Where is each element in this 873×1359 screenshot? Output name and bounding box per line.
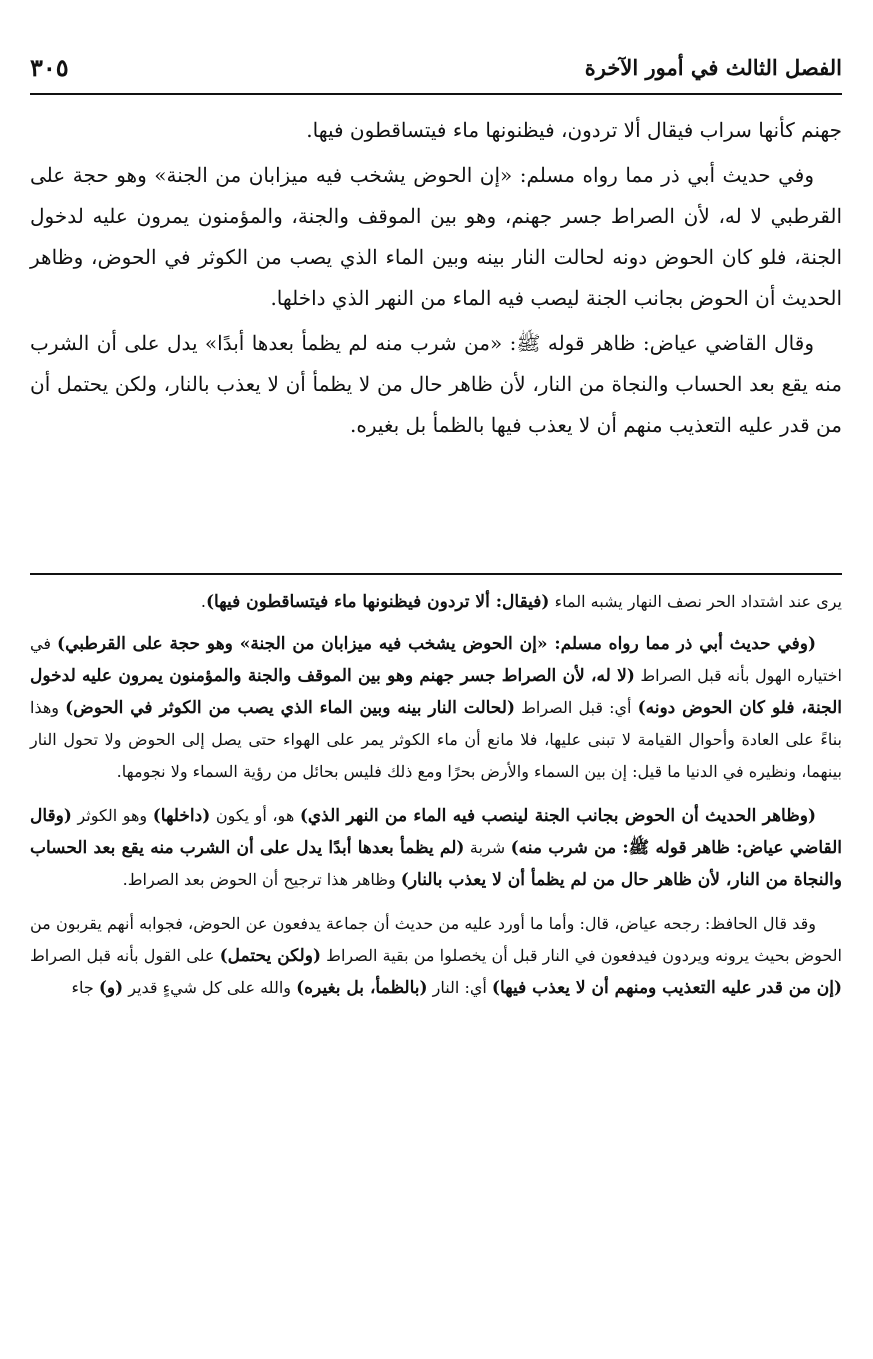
page-header (30, 46, 842, 86)
commentary-quote: (داخلها) (152, 806, 211, 826)
commentary-paragraph (30, 800, 842, 896)
commentary-paragraph (30, 586, 842, 618)
main-paragraph: وقال القاضي عياض: ظاهر قوله ﷺ: «من شرب منه لم يظمأ بعدها أبدًا» يدل على أن الشرب منه يقع بعد الحساب والنجاة من النار، لأن ظاهر حال من لا يظمأ أن لا يعذب بالنار، ولكن يحتمل أن من قدر عليه التعذيب منهم أن لا يعذب فيها بالظمأ بل بغيره. (30, 331, 842, 437)
commentary-text: هو، أو يكون (210, 806, 300, 825)
commentary-text: والله على كل شيءٍ قدير (123, 978, 297, 997)
main-paragraph: وفي حديث أبي ذر مما رواه مسلم: «إن الحوض يشخب فيه ميزابان من الجنة» وهو حجة على القرطبي لا له، لأن الصراط جسر جهنم، وهو بين الموقف والجنة، والمؤمنون يمرون عليه لدخول الجنة، فلو كان الحوض دونه لحالت النار بينه وبين الماء الذي يصب من الكوثر في الحوض، وظاهر الحديث أن الحوض بجانب الجنة ليصب فيه الماء من النهر الذي داخلها. (30, 163, 842, 310)
commentary-text: وقد قال الحافظ: رجحه عياض، قال: وأما ما أورد عليه من حديث أن جماعة يدفعون عن الحوض، فجوابه أنهم يقربون من الحوض بحيث يرونه ويردون فيدفعون في النار قبل أن يخصلوا من بقية الصراط (30, 914, 842, 965)
commentary-quote: (لم يظمأ بعدها أبدًا يدل على أن الشرب منه يقع بعد الحساب والنجاة من النار، لأن ظاهر حال من لم يظمأ أن لا يعذب بالنار) (30, 838, 842, 890)
main-text (30, 110, 842, 450)
commentary-quote: (وفي حديث أبي ذر مما رواه مسلم: «إن الحوض يشخب فيه ميزابان من الجنة» وهو حجة على القرطبي) (57, 634, 816, 654)
header-divider (30, 93, 842, 95)
commentary-quote: (إن من قدر عليه التعذيب ومنهم أن لا يعذب فيها) (491, 978, 842, 998)
commentary-text: أي: النار (427, 978, 492, 997)
commentary-text: جاء (71, 978, 99, 997)
commentary-quote: (لا له، لأن الصراط جسر جهنم وهو بين الموقف والجنة والمؤمنون يمرون عليه لدخول الجنة، فلو كان الحوض دونه) (30, 666, 842, 718)
commentary-quote: (بالظمأ، بل بغيره) (296, 978, 428, 998)
page-number: ٣٠٥ (30, 53, 69, 82)
running-title: الفصل الثالث في أمور الآخرة (584, 55, 842, 80)
commentary-section (30, 586, 842, 1016)
commentary-quote: (لحالت النار بينه وبين الماء الذي يصب من الكوثر في الحوض) (65, 698, 516, 718)
commentary-paragraph (30, 908, 842, 1004)
book-page (30, 0, 842, 1359)
commentary-quote: (ولكن يحتمل) (219, 946, 321, 966)
commentary-text: . (200, 592, 206, 611)
commentary-quote: (و) (98, 978, 124, 998)
commentary-text: شربة (464, 838, 511, 857)
commentary-text: وظاهر هذا ترجيح أن الحوض بعد الصراط. (122, 870, 401, 889)
commentary-paragraph (30, 628, 842, 788)
commentary-text: أي: قبل الصراط (515, 698, 638, 717)
commentary-quote: (فيقال: ألا تردون فيظنونها ماء فيتساقطون فيها) (205, 592, 550, 612)
commentary-text: على القول بأنه قبل الصراط (30, 946, 220, 965)
commentary-quote: (وظاهر الحديث أن الحوض بجانب الجنة لينصب فيه الماء من النهر الذي) (299, 806, 817, 826)
commentary-divider (30, 573, 842, 575)
main-paragraph: جهنم كأنها سراب فيقال ألا تردون، فيظنونها ماء فيتساقطون فيها. (306, 118, 842, 142)
commentary-text: وهو الكوثر (71, 806, 153, 825)
commentary-text: يرى عند اشتداد الحر نصف النهار يشبه الماء (549, 592, 842, 611)
commentary-text: في اختياره الهول بأنه قبل الصراط (30, 634, 842, 685)
commentary-text: وهذا بناءً على العادة وأحوال القيامة لا تبنى عليها، فلا مانع أن ماء الكوثر يمر على الهواء حتى يصل إلى الحوض ولا تحول النار بينهما، ونظيره في الدنيا ما قيل: إن بين السماء والأرض بحرًا ومع ذلك فليس بحائل من رؤية السماء ولا نجومها. (30, 698, 843, 781)
commentary-quote: (وقال القاضي عياض: ظاهر قوله ﷺ: من شرب منه) (30, 806, 843, 858)
